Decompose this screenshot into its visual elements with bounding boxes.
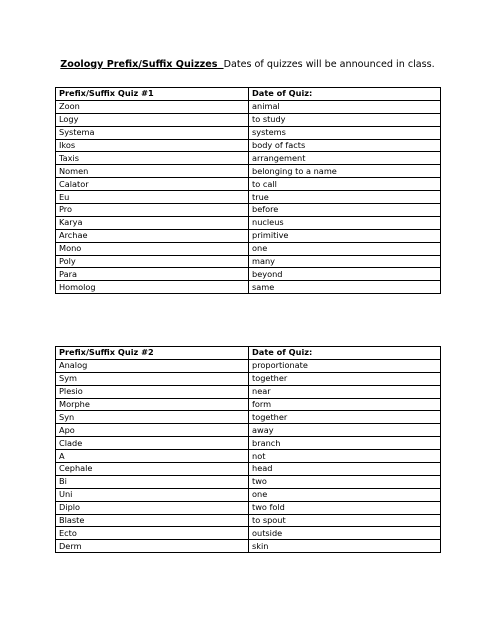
prefix-cell: Uni (56, 488, 249, 501)
prefix-cell: Pro (56, 204, 249, 217)
prefix-cell: Sym (56, 372, 249, 385)
meaning-cell: one (249, 488, 441, 501)
prefix-cell: Para (56, 268, 249, 281)
meaning-cell: two fold (249, 501, 441, 514)
prefix-cell: Mono (56, 242, 249, 255)
prefix-cell: Karya (56, 216, 249, 229)
meaning-cell: before (249, 204, 441, 217)
prefix-cell: Diplo (56, 501, 249, 514)
meaning-cell: body of facts (249, 139, 441, 152)
table-row (56, 424, 441, 437)
meaning-cell: two (249, 475, 441, 488)
meaning-cell: near (249, 385, 441, 398)
document-title: Zoology Prefix/Suffix Quizzes (60, 59, 218, 70)
prefix-cell: Syn (56, 411, 249, 424)
prefix-cell: Cephale (56, 463, 249, 476)
prefix-cell: Ecto (56, 527, 249, 540)
table-row (56, 178, 441, 191)
header-cell-date: Date of Quiz: (249, 88, 441, 101)
meaning-cell: many (249, 255, 441, 268)
header-cell-date: Date of Quiz: (249, 347, 441, 360)
meaning-cell: nucleus (249, 216, 441, 229)
table-row (56, 475, 441, 488)
table-row (56, 437, 441, 450)
meaning-cell: true (249, 191, 441, 204)
meaning-cell: proportionate (249, 359, 441, 372)
table-row (56, 191, 441, 204)
prefix-cell: Morphe (56, 398, 249, 411)
table-row (56, 514, 441, 527)
meaning-cell: to call (249, 178, 441, 191)
meaning-cell: animal (249, 100, 441, 113)
table-header-row (56, 347, 441, 360)
prefix-cell: Nomen (56, 165, 249, 178)
table-row (56, 398, 441, 411)
meaning-cell: together (249, 372, 441, 385)
meaning-cell: head (249, 463, 441, 476)
table-row (56, 242, 441, 255)
meaning-cell: systems (249, 126, 441, 139)
quiz-2-table (55, 346, 441, 553)
meaning-cell: not (249, 450, 441, 463)
meaning-cell: skin (249, 540, 441, 553)
table-row (56, 152, 441, 165)
prefix-cell: Plesio (56, 385, 249, 398)
prefix-cell: Taxis (56, 152, 249, 165)
table-row (56, 113, 441, 126)
table-row (56, 411, 441, 424)
table-row (56, 139, 441, 152)
meaning-cell: arrangement (249, 152, 441, 165)
table-row (56, 385, 441, 398)
prefix-cell: Systema (56, 126, 249, 139)
meaning-cell: one (249, 242, 441, 255)
table-row (56, 126, 441, 139)
table-header-row (56, 88, 441, 101)
header-cell-prefix: Prefix/Suffix Quiz #2 (56, 347, 249, 360)
prefix-cell: Bi (56, 475, 249, 488)
table-row (56, 501, 441, 514)
prefix-cell: Analog (56, 359, 249, 372)
meaning-cell: same (249, 281, 441, 294)
meaning-cell: away (249, 424, 441, 437)
table-row (56, 359, 441, 372)
table-row (56, 372, 441, 385)
table-row (56, 488, 441, 501)
quiz-date-note: Dates of quizzes will be announced in class. (223, 59, 435, 70)
table-row (56, 281, 441, 294)
table-row (56, 216, 441, 229)
prefix-cell: Poly (56, 255, 249, 268)
meaning-cell: beyond (249, 268, 441, 281)
header-cell-prefix: Prefix/Suffix Quiz #1 (56, 88, 249, 101)
prefix-cell: Eu (56, 191, 249, 204)
table-row (56, 100, 441, 113)
table-row (56, 204, 441, 217)
prefix-cell: Zoon (56, 100, 249, 113)
prefix-cell: Calator (56, 178, 249, 191)
meaning-cell: belonging to a name (249, 165, 441, 178)
table-row (56, 268, 441, 281)
prefix-cell: Blaste (56, 514, 249, 527)
prefix-cell: Homolog (56, 281, 249, 294)
table-row (56, 450, 441, 463)
table-row (56, 540, 441, 553)
meaning-cell: together (249, 411, 441, 424)
table-row (56, 463, 441, 476)
prefix-cell: Clade (56, 437, 249, 450)
table-row (56, 165, 441, 178)
meaning-cell: form (249, 398, 441, 411)
prefix-cell: Ikos (56, 139, 249, 152)
meaning-cell: branch (249, 437, 441, 450)
meaning-cell: primitive (249, 229, 441, 242)
document-heading (0, 59, 495, 70)
prefix-cell: Logy (56, 113, 249, 126)
prefix-cell: A (56, 450, 249, 463)
meaning-cell: outside (249, 527, 441, 540)
table-row (56, 255, 441, 268)
prefix-cell: Archae (56, 229, 249, 242)
quiz-1-table (55, 87, 441, 294)
table-row (56, 229, 441, 242)
table-row (56, 527, 441, 540)
prefix-cell: Derm (56, 540, 249, 553)
meaning-cell: to spout (249, 514, 441, 527)
prefix-cell: Apo (56, 424, 249, 437)
meaning-cell: to study (249, 113, 441, 126)
